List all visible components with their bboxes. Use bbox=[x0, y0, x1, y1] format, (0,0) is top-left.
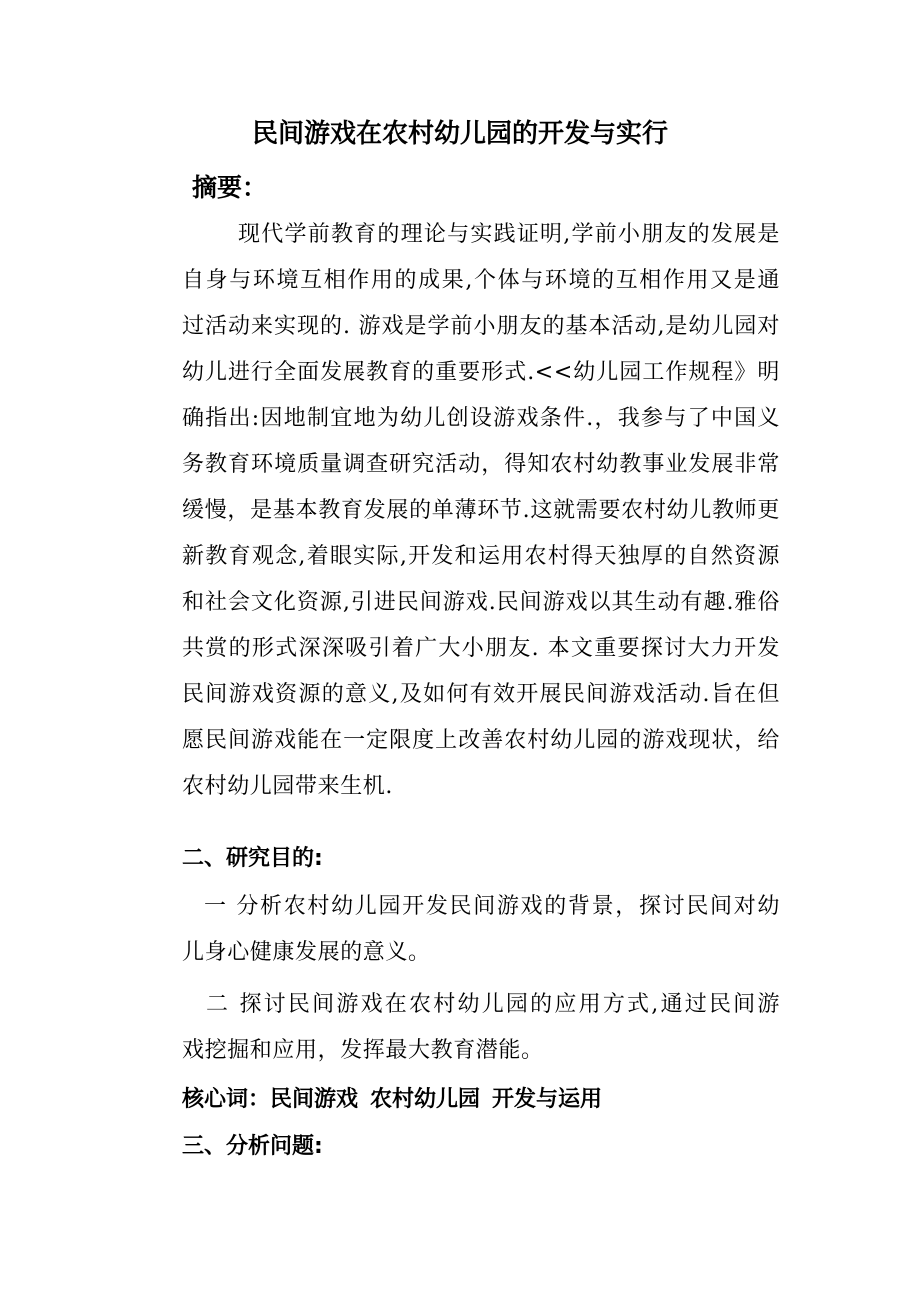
abstract-line: 幼儿进行全面发展教育的重要形式.<<幼儿园工作规程》明 bbox=[182, 360, 780, 385]
goal1-line: 一 分析农村幼儿园开发民间游戏的背景，探讨民间对幼 bbox=[204, 894, 780, 919]
abstract-line: 新教育观念,着眼实际,开发和运用农村得天独厚的自然资源 bbox=[182, 544, 780, 569]
goal1-line: 儿身心健康发展的意义。 bbox=[182, 940, 431, 965]
abstract-line: 自身与环境互相作用的成果,个体与环境的互相作用又是通 bbox=[182, 268, 780, 293]
section3-heading: 三、分析问题: bbox=[182, 1134, 323, 1159]
abstract-line: 确指出:因地制宜地为幼儿创设游戏条件.，我参与了中国义 bbox=[182, 406, 780, 431]
goal2-line: 戏挖掘和应用，发挥最大教育潜能。 bbox=[182, 1038, 544, 1063]
abstract-line: 过活动来实现的. 游戏是学前小朋友的基本活动,是幼儿园对 bbox=[182, 314, 780, 339]
keyword: 开发与运用 bbox=[492, 1087, 603, 1112]
goal2-paragraph bbox=[182, 982, 780, 1074]
abstract-heading: 摘要： bbox=[192, 173, 268, 202]
abstract-line: 愿民间游戏能在一定限度上改善农村幼儿园的游戏现状，给 bbox=[182, 728, 780, 753]
abstract-line: 农村幼儿园带来生机. bbox=[182, 774, 393, 799]
keywords-label: 核心词： bbox=[182, 1087, 271, 1112]
goal1-paragraph bbox=[182, 884, 780, 976]
keywords-row bbox=[182, 1080, 614, 1120]
abstract-line: 务教育环境质量调查研究活动，得知农村幼教事业发展非常 bbox=[182, 452, 780, 477]
keyword: 农村幼儿园 bbox=[370, 1087, 481, 1112]
document-title: 民间游戏在农村幼儿园的开发与实行 bbox=[251, 119, 668, 149]
abstract-line: 和社会文化资源,引进民间游戏.民间游戏以其生动有趣.雅俗 bbox=[182, 590, 780, 615]
abstract-paragraph bbox=[182, 212, 780, 810]
abstract-line: 现代学前教育的理论与实践证明,学前小朋友的发展是 bbox=[238, 222, 780, 247]
abstract-line: 缓慢，是基本教育发展的单薄环节.这就需要农村幼儿教师更 bbox=[182, 498, 780, 523]
abstract-line: 民间游戏资源的意义,及如何有效开展民间游戏活动.旨在但 bbox=[182, 682, 780, 707]
abstract-line: 共赏的形式深深吸引着广大小朋友. 本文重要探讨大力开发 bbox=[182, 636, 780, 661]
goal2-line: 二 探讨民间游戏在农村幼儿园的应用方式,通过民间游 bbox=[206, 992, 780, 1017]
keyword: 民间游戏 bbox=[270, 1087, 359, 1112]
section2-heading: 二、研究目的: bbox=[182, 846, 323, 871]
